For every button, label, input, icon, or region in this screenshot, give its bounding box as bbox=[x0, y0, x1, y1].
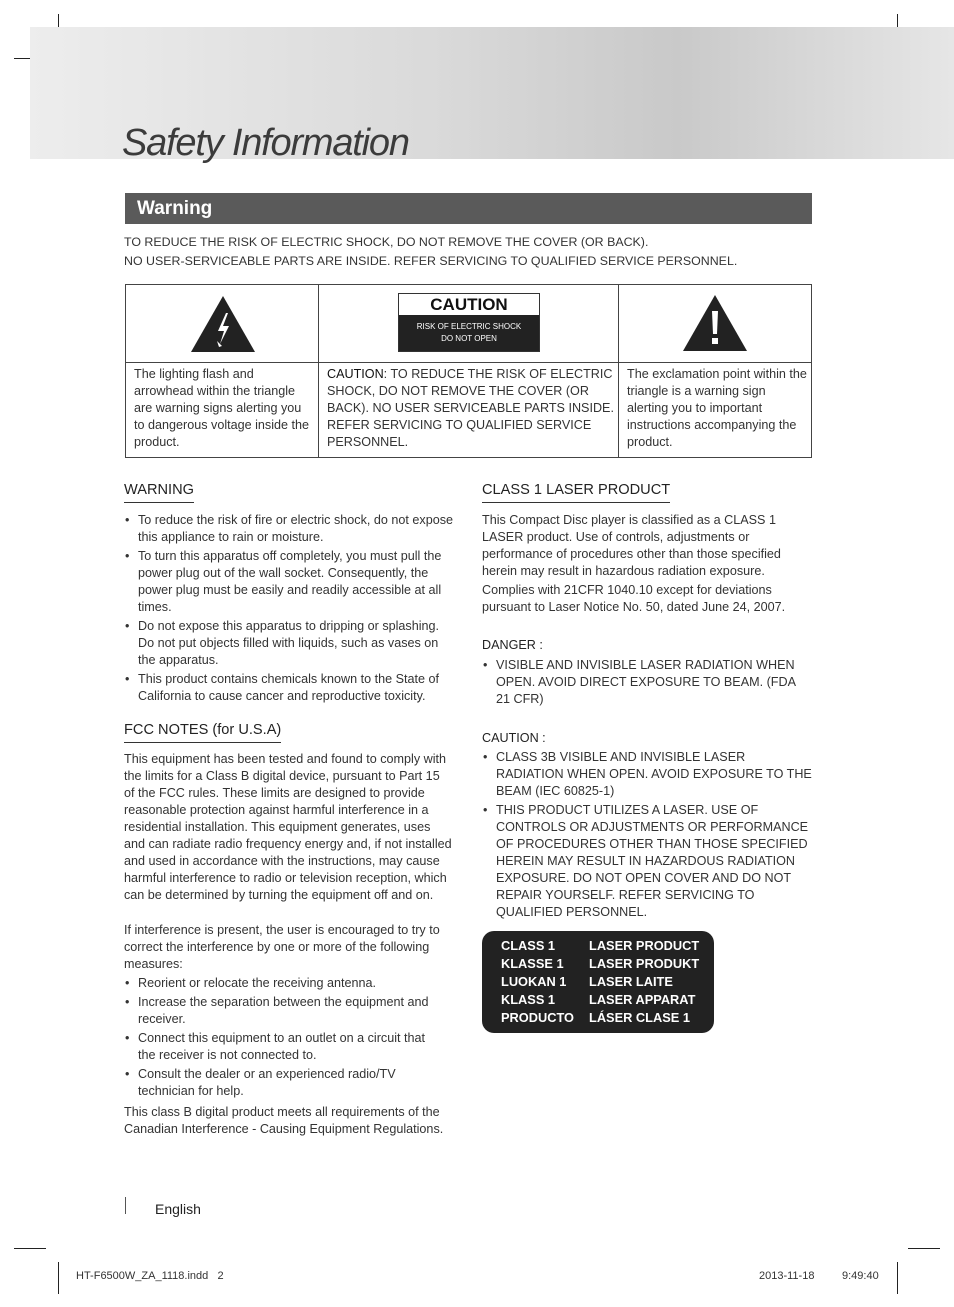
laser-paragraph: Complies with 21CFR 1040.10 except for deviations pursuant to Laser Notice No. 50, dated June 24, 2007. bbox=[482, 583, 786, 614]
crop-mark bbox=[58, 1262, 59, 1294]
caution-subtitle bbox=[399, 315, 539, 351]
caution-bold: CAUTION bbox=[327, 367, 384, 381]
caution-label: CAUTION : bbox=[482, 731, 546, 745]
list-item: • CLASS 3B VISIBLE AND INVISIBLE LASER RADIATION WHEN OPEN. AVOID EXPOSURE TO THE BEAM (IEC 60825-1) bbox=[482, 749, 814, 800]
fcc-heading: FCC NOTES (for U.S.A) bbox=[124, 722, 281, 743]
laser-paragraph: This Compact Disc player is classified as a CLASS 1 LASER product. Use of controls, adjustments or performance of procedures other than those specified herein may result in hazardous radiation exposure. bbox=[482, 513, 781, 578]
page-title: Safety Information bbox=[122, 122, 409, 164]
list-item: • Do not expose this apparatus to dripping or splashing. Do not put objects filled with liquids, such as vases on the apparatus. bbox=[124, 618, 454, 669]
fcc-paragraph: This class B digital product meets all requirements of the Canadian Interference - Causing Equipment Regulations. bbox=[124, 1105, 444, 1136]
laser-heading: CLASS 1 LASER PRODUCT bbox=[482, 482, 670, 503]
crop-mark bbox=[897, 1262, 898, 1294]
list-item: • Reorient or relocate the receiving antenna. bbox=[124, 975, 446, 992]
footer-language: English bbox=[155, 1201, 201, 1217]
laser-label-row: CLASS 1 LASER PRODUCT bbox=[501, 938, 700, 953]
caution-label-box bbox=[398, 293, 540, 352]
list-item: • This product contains chemicals known to the State of California to cause cancer and reproductive toxicity. bbox=[124, 671, 454, 705]
crop-mark bbox=[908, 1248, 940, 1249]
list-item: • To turn this apparatus off completely, you must pull the power plug out of the wall socket. Consequently, the power plug must be easily and readily accessible at all times. bbox=[124, 548, 454, 616]
crop-mark bbox=[14, 1248, 46, 1249]
print-date: 2013-11-18 bbox=[759, 1270, 815, 1282]
list-item: • VISIBLE AND INVISIBLE LASER RADIATION WHEN OPEN. AVOID DIRECT EXPOSURE TO BEAM. (FDA 21 CFR) bbox=[482, 657, 802, 708]
warning-heading: WARNING bbox=[124, 482, 194, 503]
intro-line: NO USER-SERVICEABLE PARTS ARE INSIDE. REFER SERVICING TO QUALIFIED SERVICE PERSONNEL. bbox=[124, 254, 738, 268]
laser-class-label bbox=[482, 931, 714, 1033]
warning-list bbox=[124, 512, 454, 707]
caution-list bbox=[482, 749, 814, 923]
intro-text bbox=[124, 233, 737, 271]
caution-body: : TO REDUCE THE RISK OF ELECTRIC SHOCK, DO NOT REMOVE THE COVER (OR BACK). NO USER SERVICEABLE PARTS INSIDE. REFER SERVICING TO QUALIFIED SERVICE PERSONNEL. bbox=[327, 367, 614, 449]
caution-description bbox=[327, 366, 615, 451]
footer-divider bbox=[125, 1197, 126, 1214]
laser-label-row: KLASSE 1 LASER PRODUKT bbox=[501, 956, 700, 971]
caution-title: CAUTION bbox=[430, 295, 508, 314]
laser-label-row: LUOKAN 1 LASER LAITE bbox=[501, 974, 673, 989]
fcc-paragraph: This equipment has been tested and found to comply with the limits for a Class B digital device, pursuant to Part 15 of the FCC rules. These limits are designed to provide reasonable protection against harmful interference in a residential installation. This equipment generates, uses and can radiate radio frequency energy and, if not installed and used in accordance with the instructions, may cause harmful interference to radio or television reception, which can be determined by turning the equipment off and on. bbox=[124, 752, 452, 902]
intro-line: TO REDUCE THE RISK OF ELECTRIC SHOCK, DO NOT REMOVE THE COVER (OR BACK). bbox=[124, 235, 649, 249]
danger-list bbox=[482, 657, 802, 710]
print-time: 9:49:40 bbox=[842, 1270, 879, 1282]
list-item: • Increase the separation between the equipment and receiver. bbox=[124, 994, 446, 1028]
list-item: • To reduce the risk of fire or electric shock, do not expose this appliance to rain or moisture. bbox=[124, 512, 454, 546]
caution-sub-line: RISK OF ELECTRIC SHOCK bbox=[416, 322, 522, 331]
fcc-paragraph: If interference is present, the user is encouraged to try to correct the interference by one or more of the following measures: bbox=[124, 923, 440, 971]
lightning-warning-icon bbox=[189, 294, 257, 354]
print-file-name: HT-F6500W_ZA_1118.indd 2 bbox=[76, 1270, 224, 1282]
list-item: • Consult the dealer or an experienced radio/TV technician for help. bbox=[124, 1066, 446, 1100]
caution-sub-line: DO NOT OPEN bbox=[441, 334, 497, 343]
danger-label: DANGER : bbox=[482, 638, 543, 652]
list-item: • THIS PRODUCT UTILIZES A LASER. USE OF CONTROLS OR ADJUSTMENTS OR PERFORMANCE OF PROCEDURES OTHER THAN THOSE SPECIFIED HEREIN MAY RESULT IN HAZARDOUS RADIATION EXPOSURE. DO NOT OPEN COVER AND DO NOT REPAIR YOURSELF. REFER SERVICING TO QUALIFIED PERSONNEL. bbox=[482, 802, 814, 921]
lightning-description: The lighting flash and arrowhead within the triangle are warning signs alerting you to dangerous voltage inside the product. bbox=[134, 367, 310, 449]
laser-label-row: KLASS 1 LASER APPARAT bbox=[501, 992, 696, 1007]
exclamation-description: The exclamation point within the triangle is a warning sign alerting you to important instructions accompanying the product. bbox=[627, 367, 807, 449]
laser-label-row: PRODUCTO LÁSER CLASE 1 bbox=[501, 1010, 690, 1025]
section-heading: Warning bbox=[125, 193, 812, 224]
symbol-table bbox=[125, 284, 812, 458]
list-item: • Connect this equipment to an outlet on a circuit that the receiver is not connected to. bbox=[124, 1030, 446, 1064]
fcc-list bbox=[124, 975, 446, 1102]
exclamation-warning-icon bbox=[681, 293, 749, 353]
